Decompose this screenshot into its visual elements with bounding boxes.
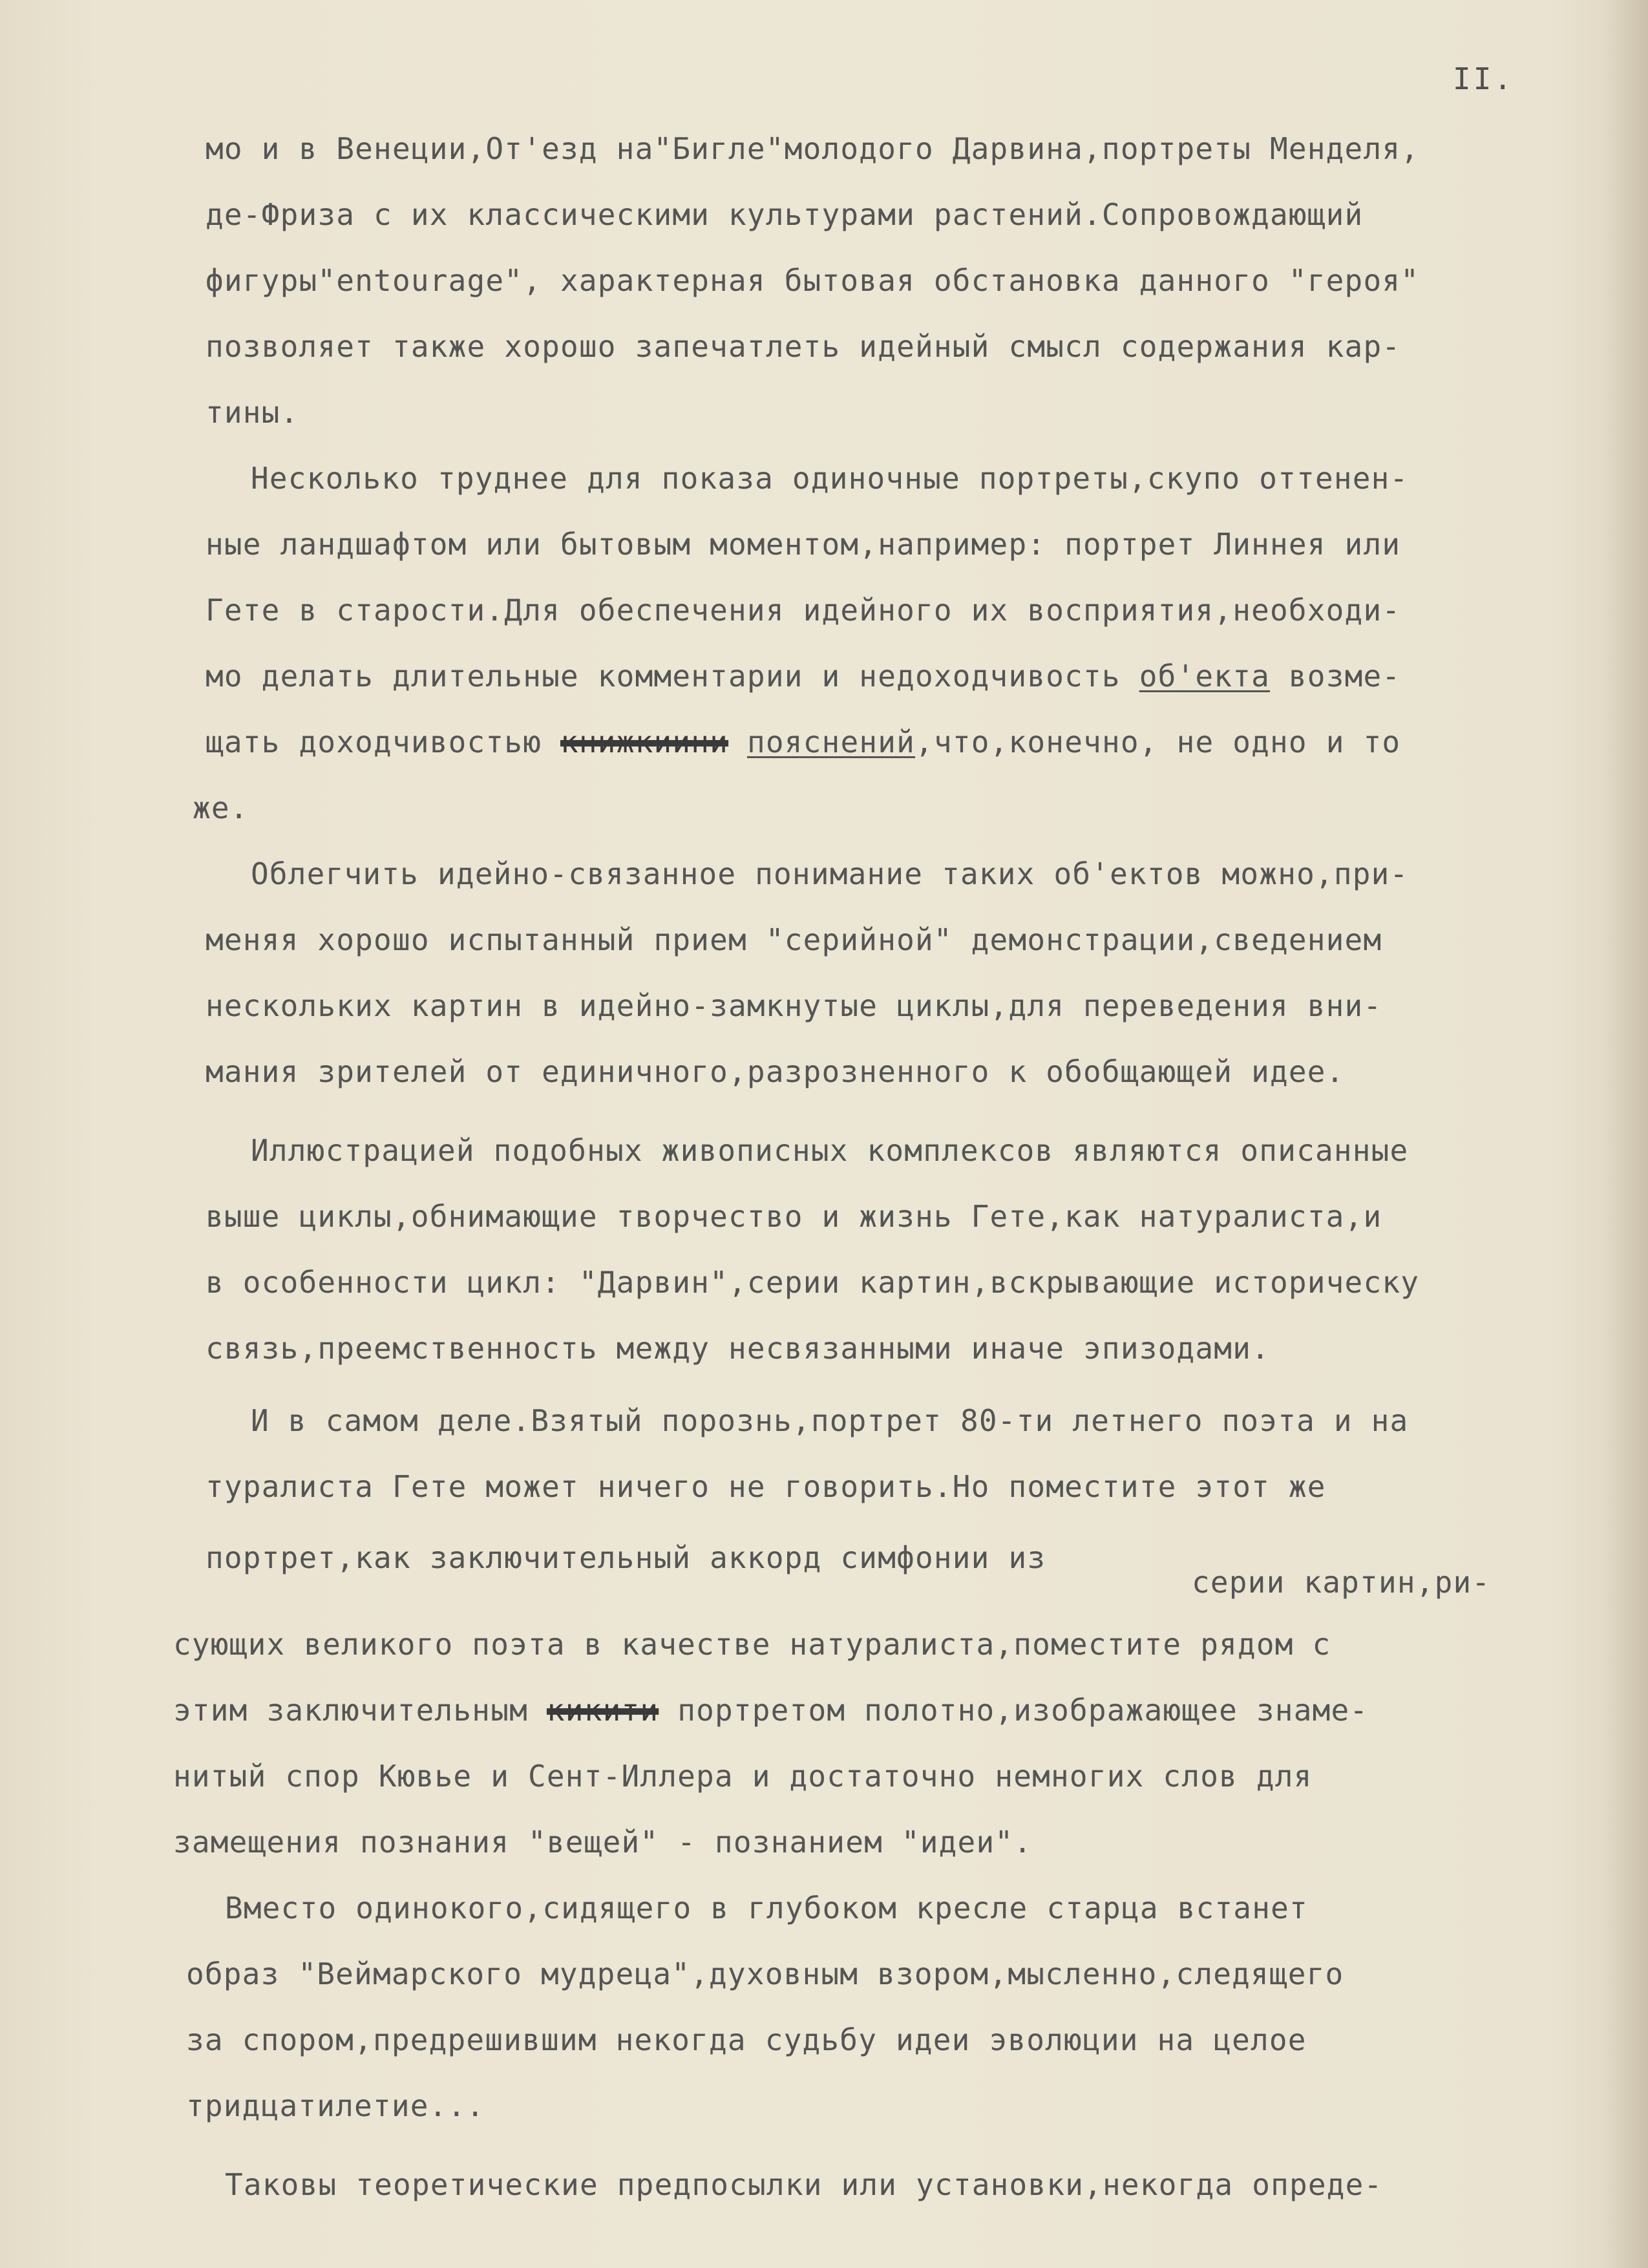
text-line-25: нитый спор Кювье и Сент-Иллера и достаточно немногих слов для bbox=[173, 1759, 1313, 1794]
text-line-16: Иллюстрацией подобных живописных комплексов являются описанные bbox=[251, 1133, 1409, 1168]
text-line-10 bbox=[206, 723, 1400, 761]
text-line-9-end: возме- bbox=[1288, 659, 1401, 694]
text-line-13: меняя хорошо испытанный прием "серийной" демонстрации,сведением bbox=[206, 922, 1382, 957]
text-line-11: же. bbox=[193, 790, 249, 825]
text-line-6: Несколько труднее для показа одиночные портреты,скупо оттенен- bbox=[251, 461, 1409, 496]
text-line-1: мо и в Венеции,От'езд на"Бигле"молодого Дарвина,портреты Менделя, bbox=[206, 131, 1420, 166]
text-line-10-start: щать доходчивостью bbox=[206, 725, 542, 759]
text-line-10-end: ,что,конечно, не одно и то bbox=[915, 725, 1401, 759]
text-line-27: Вместо одинокого,сидящего в глубоком кресле старца встанет bbox=[225, 1891, 1308, 1925]
text-line-29: за спором,предрешившим некогда судьбу идеи эволюции на целое bbox=[186, 2022, 1307, 2057]
text-line-9-start: мо делать длительные комментарии и недоходчивость bbox=[206, 659, 1121, 694]
text-line-30: тридцатилетие... bbox=[186, 2088, 485, 2123]
text-line-4: позволяет также хорошо запечатлеть идейный смысл содержания кар- bbox=[206, 329, 1401, 364]
text-line-24 bbox=[173, 1691, 1368, 1730]
text-line-22: портрет,как заключительный аккорд симфонии из bbox=[206, 1540, 1046, 1575]
page-number: II. bbox=[1453, 61, 1515, 96]
struck-word-1: книжкиини bbox=[560, 725, 729, 759]
text-line-22-raised: серии картин,ри- bbox=[1192, 1565, 1491, 1600]
text-line-3: фигуры"entourage", характерная бытовая обстановка данного "героя" bbox=[206, 263, 1420, 298]
text-line-18: в особенности цикл: "Дарвин",серии картин,вскрывающие историческу bbox=[206, 1265, 1420, 1300]
text-line-26: замещения познания "вещей" - познанием "идеи". bbox=[173, 1825, 1033, 1860]
text-line-31: Таковы теоретические предпосылки или установки,некогда опреде- bbox=[225, 2167, 1383, 2202]
text-line-28: образ "Веймарского мудреца",духовным взором,мысленно,следящего bbox=[186, 1956, 1344, 1991]
text-line-17: выше циклы,обнимающие творчество и жизнь Гете,как натуралиста,и bbox=[206, 1199, 1382, 1234]
text-line-20: И в самом деле.Взятый порознь,портрет 80-ти летнего поэта и на bbox=[251, 1403, 1409, 1438]
text-line-2: де-Фриза с их классическими культурами растений.Сопровождающий bbox=[206, 197, 1364, 232]
text-line-23: сующих великого поэта в качестве натуралиста,поместите рядом с bbox=[173, 1627, 1331, 1662]
underlined-word-explanations: пояснений bbox=[746, 725, 916, 759]
text-line-19: связь,преемственность между несвязанными иначе эпизодами. bbox=[206, 1331, 1270, 1366]
text-line-14: нескольких картин в идейно-замкнутые циклы,для переведения вни- bbox=[206, 988, 1382, 1023]
text-line-7: ные ландшафтом или бытовым моментом,например: портрет Линнея или bbox=[206, 527, 1401, 562]
page-edge-shadow bbox=[1603, 0, 1648, 2268]
underlined-word-object: об'екта bbox=[1139, 659, 1270, 694]
text-line-9 bbox=[206, 657, 1400, 695]
text-line-5: тины. bbox=[206, 395, 299, 430]
text-line-21: туралиста Гете может ничего не говорить.Но поместите этот же bbox=[206, 1469, 1326, 1504]
text-line-24-end: портретом полотно,изображающее знаме- bbox=[677, 1693, 1369, 1728]
struck-word-2: кикити bbox=[546, 1693, 659, 1728]
text-line-12: Облегчить идейно-связанное понимание таких об'ектов можно,при- bbox=[251, 856, 1409, 891]
text-line-24-start: этим заключительным bbox=[173, 1693, 528, 1728]
text-line-8: Гете в старости.Для обеспечения идейного их восприятия,необходи- bbox=[206, 593, 1401, 628]
text-line-15: мания зрителей от единичного,разрозненного к обобщающей идее. bbox=[206, 1054, 1345, 1089]
